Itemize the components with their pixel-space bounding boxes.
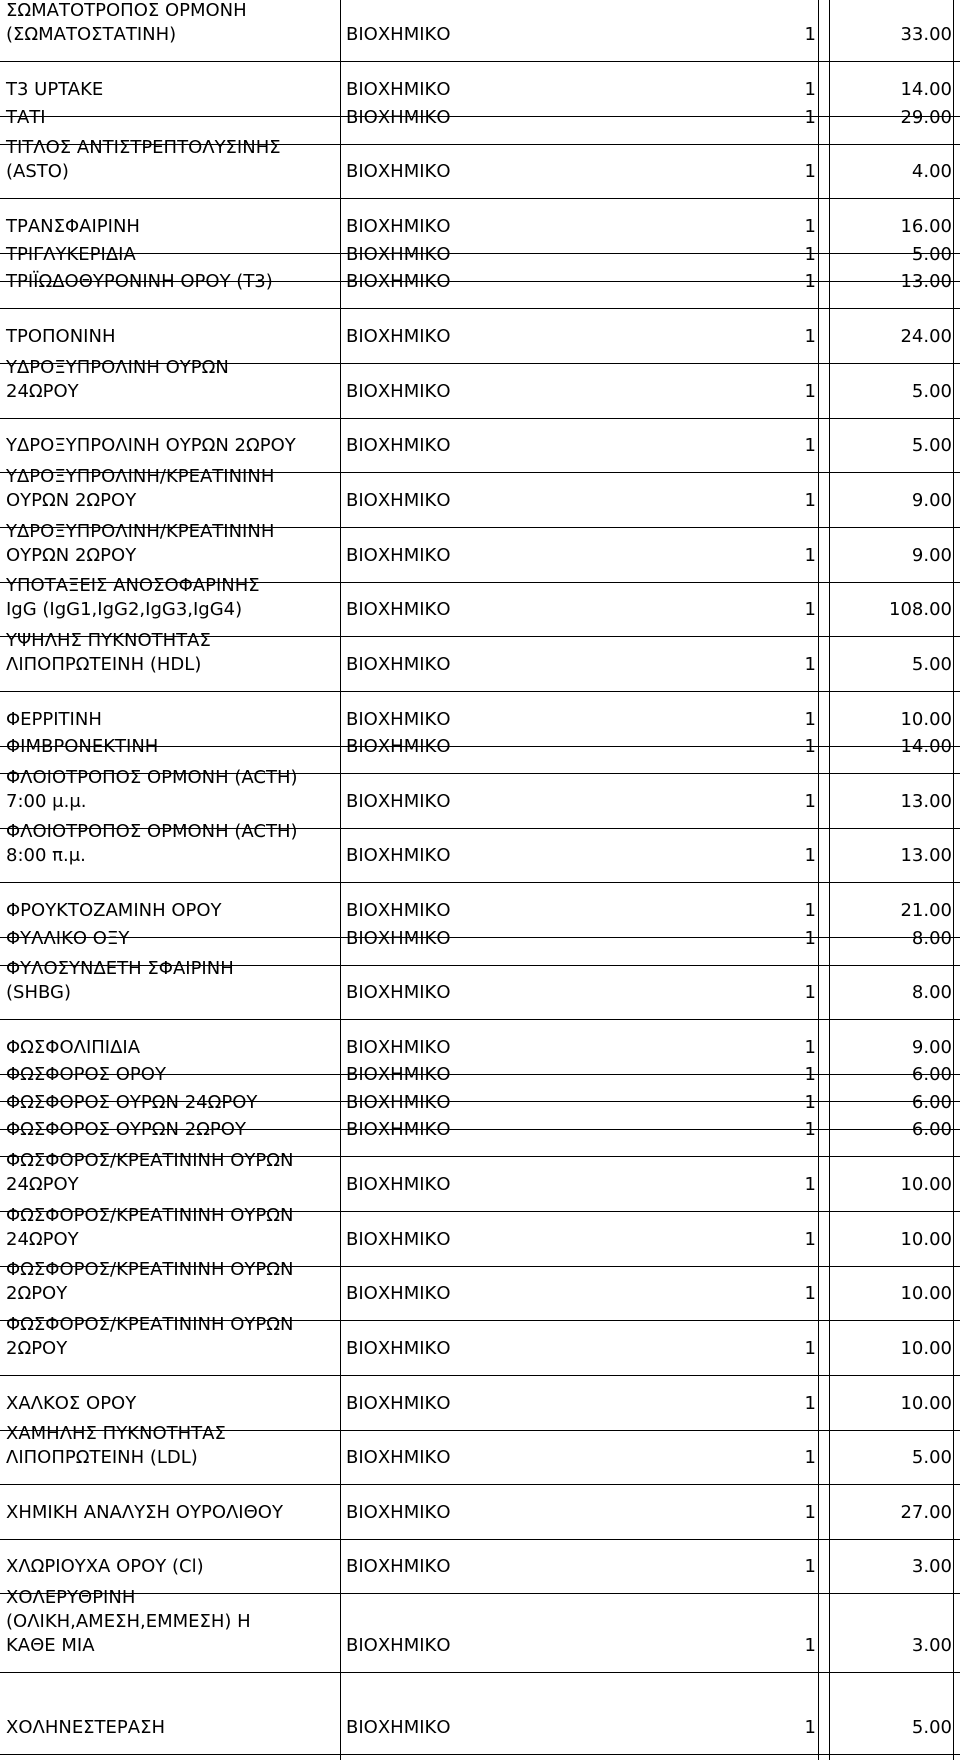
test-quantity: 1: [804, 326, 816, 347]
test-price: 9.00: [911, 1037, 952, 1058]
test-name: ΦΩΣΦΟΡΟΣ ΟΥΡΩΝ 2ΩΡΟΥ: [6, 1119, 246, 1140]
test-quantity: 1: [804, 435, 816, 456]
test-name: Τ3 UPTAKE: [6, 79, 104, 100]
test-price: 14.00: [900, 736, 952, 757]
row-divider: [0, 1672, 960, 1673]
test-name: ΧΑΛΚΟΣ ΟΡΟΥ: [6, 1393, 137, 1414]
test-price: 6.00: [911, 1092, 952, 1113]
test-name: ΤΡΙΪΩΔΟΘΥΡΟΝΙΝΗ ΟΡΟΥ (Τ3): [6, 271, 273, 292]
test-name: ΧΟΛΕΡΥΘΡΙΝΗ (ΟΛΙΚΗ,ΑΜΕΣΗ,ΕΜΜΕΣΗ) Η ΚΑΘΕ ΜΙΑ: [6, 1587, 251, 1656]
test-category: ΒΙΟΧΗΜΙΚΟ: [346, 1502, 451, 1523]
test-quantity: 1: [804, 107, 816, 128]
test-price: 5.00: [911, 1447, 952, 1468]
table-row: [0, 820, 960, 868]
test-name: ΦΩΣΦΟΡΟΣ ΟΡΟΥ: [6, 1064, 166, 1085]
test-price: 3.00: [911, 1635, 952, 1656]
test-price: 14.00: [900, 79, 952, 100]
table-row: [0, 1258, 960, 1306]
test-quantity: 1: [804, 1037, 816, 1058]
test-price: 9.00: [911, 545, 952, 566]
test-price: 10.00: [900, 709, 952, 730]
test-price: 33.00: [900, 24, 952, 45]
table-row: [0, 325, 960, 349]
test-quantity: 1: [804, 736, 816, 757]
table-row: [0, 708, 960, 732]
test-quantity: 1: [804, 982, 816, 1003]
test-price: 21.00: [900, 900, 952, 921]
test-category: ΒΙΟΧΗΜΙΚΟ: [346, 709, 451, 730]
test-name: ΦΩΣΦΟΡΟΣ/ΚΡΕΑΤΙΝΙΝΗ ΟΥΡΩΝ 2ΩΡΟΥ: [6, 1259, 294, 1304]
table-row: [0, 629, 960, 677]
test-quantity: 1: [804, 1092, 816, 1113]
test-category: ΒΙΟΧΗΜΙΚΟ: [346, 1717, 451, 1738]
test-price: 24.00: [900, 326, 952, 347]
test-category: ΒΙΟΧΗΜΙΚΟ: [346, 381, 451, 402]
test-name: ΦΩΣΦΟΡΟΣ/ΚΡΕΑΤΙΝΙΝΗ ΟΥΡΩΝ 24ΩΡΟΥ: [6, 1150, 294, 1195]
test-category: ΒΙΟΧΗΜΙΚΟ: [346, 244, 451, 265]
table-row: [0, 0, 960, 47]
test-price: 6.00: [911, 1119, 952, 1140]
test-category: ΒΙΟΧΗΜΙΚΟ: [346, 1447, 451, 1468]
test-quantity: 1: [804, 545, 816, 566]
test-name: ΥΠΟΤΑΞΕΙΣ ΑΝΟΣΟΦΑΡΙΝΗΣ IgG (IgG1,IgG2,IgG3,IgG4): [6, 575, 260, 620]
test-quantity: 1: [804, 599, 816, 620]
row-divider: [0, 308, 960, 309]
test-quantity: 1: [804, 216, 816, 237]
test-name: ΥΔΡΟΞΥΠΡΟΛΙΝΗ ΟΥΡΩΝ 24ΩΡΟΥ: [6, 357, 229, 402]
test-category: ΒΙΟΧΗΜΙΚΟ: [346, 1229, 451, 1250]
table-row: [0, 1586, 960, 1658]
test-quantity: 1: [804, 244, 816, 265]
test-quantity: 1: [804, 271, 816, 292]
test-price: 10.00: [900, 1229, 952, 1250]
test-quantity: 1: [804, 900, 816, 921]
test-category: ΒΙΟΧΗΜΙΚΟ: [346, 161, 451, 182]
table-row: [0, 899, 960, 923]
test-name: ΣΩΜΑΤΟΤΡΟΠΟΣ ΟΡΜΟΝΗ (ΣΩΜΑΤΟΣΤΑΤΙΝΗ): [6, 0, 247, 45]
test-quantity: 1: [804, 1229, 816, 1250]
table-row: [0, 766, 960, 814]
test-quantity: 1: [804, 1556, 816, 1577]
table-row: [0, 927, 960, 951]
table-row: [0, 215, 960, 239]
row-divider: [0, 1754, 960, 1755]
test-quantity: 1: [804, 1502, 816, 1523]
test-price: 4.00: [911, 161, 952, 182]
test-price: 29.00: [900, 107, 952, 128]
table-row: [0, 1204, 960, 1252]
test-price: 5.00: [911, 435, 952, 456]
test-category: ΒΙΟΧΗΜΙΚΟ: [346, 1092, 451, 1113]
test-category: ΒΙΟΧΗΜΙΚΟ: [346, 24, 451, 45]
table-row: [0, 574, 960, 622]
test-category: ΒΙΟΧΗΜΙΚΟ: [346, 490, 451, 511]
test-name: ΦΛΟΙΟΤΡΟΠΟΣ ΟΡΜΟΝΗ (ACTH) 7:00 μ.μ.: [6, 767, 298, 812]
test-category: ΒΙΟΧΗΜΙΚΟ: [346, 1174, 451, 1195]
row-divider: [0, 1539, 960, 1540]
test-category: ΒΙΟΧΗΜΙΚΟ: [346, 1635, 451, 1656]
test-quantity: 1: [804, 381, 816, 402]
test-price: 108.00: [889, 599, 952, 620]
test-name: ΦΕΡΡΙΤΙΝΗ: [6, 709, 102, 730]
test-quantity: 1: [804, 1064, 816, 1085]
test-quantity: 1: [804, 1174, 816, 1195]
row-divider: [0, 198, 960, 199]
test-price: 5.00: [911, 654, 952, 675]
table-row: [0, 465, 960, 513]
test-category: ΒΙΟΧΗΜΙΚΟ: [346, 1119, 451, 1140]
table-row: [0, 1422, 960, 1470]
table-row: [0, 1555, 960, 1579]
test-category: ΒΙΟΧΗΜΙΚΟ: [346, 900, 451, 921]
test-name: ΤΡΟΠΟΝΙΝΗ: [6, 326, 116, 347]
test-price: 5.00: [911, 1717, 952, 1738]
row-divider: [0, 691, 960, 692]
test-name: ΦΩΣΦΟΡΟΣ/ΚΡΕΑΤΙΝΙΝΗ ΟΥΡΩΝ 24ΩΡΟΥ: [6, 1205, 294, 1250]
row-divider: [0, 882, 960, 883]
test-price: 3.00: [911, 1556, 952, 1577]
test-price: 27.00: [900, 1502, 952, 1523]
test-quantity: 1: [804, 1338, 816, 1359]
test-quantity: 1: [804, 1635, 816, 1656]
test-price: 5.00: [911, 244, 952, 265]
test-quantity: 1: [804, 709, 816, 730]
test-quantity: 1: [804, 845, 816, 866]
table-row: [0, 957, 960, 1005]
test-name: ΦΥΛΟΣΥΝΔΕΤΗ ΣΦΑΙΡΙΝΗ (SHBG): [6, 958, 234, 1003]
row-divider: [0, 1375, 960, 1376]
test-category: ΒΙΟΧΗΜΙΚΟ: [346, 654, 451, 675]
row-divider: [0, 1484, 960, 1485]
test-name: ΤΡΙΓΛΥΚΕΡΙΔΙΑ: [6, 244, 136, 265]
test-price: 6.00: [911, 1064, 952, 1085]
test-name: ΦΙΜΒΡΟΝΕΚΤΙΝΗ: [6, 736, 159, 757]
test-quantity: 1: [804, 791, 816, 812]
test-category: ΒΙΟΧΗΜΙΚΟ: [346, 1338, 451, 1359]
test-name: ΥΔΡΟΞΥΠΡΟΛΙΝΗ/ΚΡΕΑΤΙΝΙΝΗ ΟΥΡΩΝ 2ΩΡΟΥ: [6, 466, 275, 511]
table-row: [0, 136, 960, 184]
test-name: ΦΩΣΦΟΡΟΣ/ΚΡΕΑΤΙΝΙΝΗ ΟΥΡΩΝ 2ΩΡΟΥ: [6, 1314, 294, 1359]
table-row: [0, 1501, 960, 1525]
table-row: [0, 1118, 960, 1142]
test-name: ΤΙΤΛΟΣ ΑΝΤΙΣΤΡΕΠΤΟΛΥΣΙΝΗΣ (ASTO): [6, 137, 281, 182]
test-category: ΒΙΟΧΗΜΙΚΟ: [346, 216, 451, 237]
test-price: 8.00: [911, 928, 952, 949]
table-row: [0, 1716, 960, 1740]
test-price: 9.00: [911, 490, 952, 511]
table-row: [0, 1091, 960, 1115]
test-category: ΒΙΟΧΗΜΙΚΟ: [346, 1064, 451, 1085]
test-category: ΒΙΟΧΗΜΙΚΟ: [346, 545, 451, 566]
test-name: ΦΛΟΙΟΤΡΟΠΟΣ ΟΡΜΟΝΗ (ACTH) 8:00 π.μ.: [6, 821, 298, 866]
test-price: 16.00: [900, 216, 952, 237]
test-name: ΧΑΜΗΛΗΣ ΠΥΚΝΟΤΗΤΑΣ ΛΙΠΟΠΡΩΤΕΙΝΗ (LDL): [6, 1423, 226, 1468]
test-quantity: 1: [804, 490, 816, 511]
row-divider: [0, 1019, 960, 1020]
table-row: [0, 1313, 960, 1361]
test-name: ΦΩΣΦΟΛΙΠΙΔΙΑ: [6, 1037, 141, 1058]
test-name: ΧΛΩΡΙΟΥΧΑ ΟΡΟΥ (Cl): [6, 1556, 204, 1577]
test-price: 13.00: [900, 791, 952, 812]
test-category: ΒΙΟΧΗΜΙΚΟ: [346, 599, 451, 620]
table-row: [0, 735, 960, 759]
table-row: [0, 1392, 960, 1416]
test-name: ΤΡΑΝΣΦΑΙΡΙΝΗ: [6, 216, 140, 237]
table-row: [0, 434, 960, 458]
test-quantity: 1: [804, 654, 816, 675]
test-category: ΒΙΟΧΗΜΙΚΟ: [346, 326, 451, 347]
test-category: ΒΙΟΧΗΜΙΚΟ: [346, 928, 451, 949]
test-quantity: 1: [804, 1283, 816, 1304]
row-divider: [0, 418, 960, 419]
test-quantity: 1: [804, 24, 816, 45]
test-quantity: 1: [804, 161, 816, 182]
row-divider: [0, 61, 960, 62]
test-name: ΦΩΣΦΟΡΟΣ ΟΥΡΩΝ 24ΩΡΟΥ: [6, 1092, 258, 1113]
test-price: 8.00: [911, 982, 952, 1003]
table-row: [0, 1036, 960, 1060]
test-price: 10.00: [900, 1283, 952, 1304]
test-category: ΒΙΟΧΗΜΙΚΟ: [346, 1037, 451, 1058]
test-name: ΦΥΛΛΙΚΟ ΟΞΥ: [6, 928, 130, 949]
test-category: ΒΙΟΧΗΜΙΚΟ: [346, 435, 451, 456]
test-category: ΒΙΟΧΗΜΙΚΟ: [346, 791, 451, 812]
test-quantity: 1: [804, 1393, 816, 1414]
test-name: ΥΔΡΟΞΥΠΡΟΛΙΝΗ/ΚΡΕΑΤΙΝΙΝΗ ΟΥΡΩΝ 2ΩΡΟΥ: [6, 521, 275, 566]
test-category: ΒΙΟΧΗΜΙΚΟ: [346, 1283, 451, 1304]
test-quantity: 1: [804, 1119, 816, 1140]
test-price: 5.00: [911, 381, 952, 402]
table-row: [0, 1063, 960, 1087]
table-row: [0, 243, 960, 267]
test-price: 10.00: [900, 1174, 952, 1195]
test-quantity: 1: [804, 79, 816, 100]
test-category: ΒΙΟΧΗΜΙΚΟ: [346, 982, 451, 1003]
test-price: 13.00: [900, 271, 952, 292]
table-row: [0, 520, 960, 568]
table-row: [0, 106, 960, 130]
test-category: ΒΙΟΧΗΜΙΚΟ: [346, 1556, 451, 1577]
test-category: ΒΙΟΧΗΜΙΚΟ: [346, 271, 451, 292]
test-category: ΒΙΟΧΗΜΙΚΟ: [346, 79, 451, 100]
test-price: 10.00: [900, 1338, 952, 1359]
test-name: ΦΡΟΥΚΤΟΖΑΜΙΝΗ ΟΡΟΥ: [6, 900, 222, 921]
test-price: 13.00: [900, 845, 952, 866]
test-category: ΒΙΟΧΗΜΙΚΟ: [346, 1393, 451, 1414]
test-quantity: 1: [804, 1717, 816, 1738]
test-name: ΥΨΗΛΗΣ ΠΥΚΝΟΤΗΤΑΣ ΛΙΠΟΠΡΩΤΕΙΝΗ (HDL): [6, 630, 211, 675]
table-row: [0, 270, 960, 294]
table-row: [0, 356, 960, 404]
test-name: ΤΑΤΙ: [6, 107, 46, 128]
test-quantity: 1: [804, 1447, 816, 1468]
test-category: ΒΙΟΧΗΜΙΚΟ: [346, 845, 451, 866]
test-name: ΧΗΜΙΚΗ ΑΝΑΛΥΣΗ ΟΥΡΟΛΙΘΟΥ: [6, 1502, 283, 1523]
test-category: ΒΙΟΧΗΜΙΚΟ: [346, 736, 451, 757]
table-row: [0, 78, 960, 102]
test-category: ΒΙΟΧΗΜΙΚΟ: [346, 107, 451, 128]
test-name: ΥΔΡΟΞΥΠΡΟΛΙΝΗ ΟΥΡΩΝ 2ΩΡΟΥ: [6, 435, 296, 456]
test-price: 10.00: [900, 1393, 952, 1414]
table-row: [0, 1149, 960, 1197]
test-quantity: 1: [804, 928, 816, 949]
test-name: ΧΟΛΗΝΕΣΤΕΡΑΣΗ: [6, 1717, 166, 1738]
